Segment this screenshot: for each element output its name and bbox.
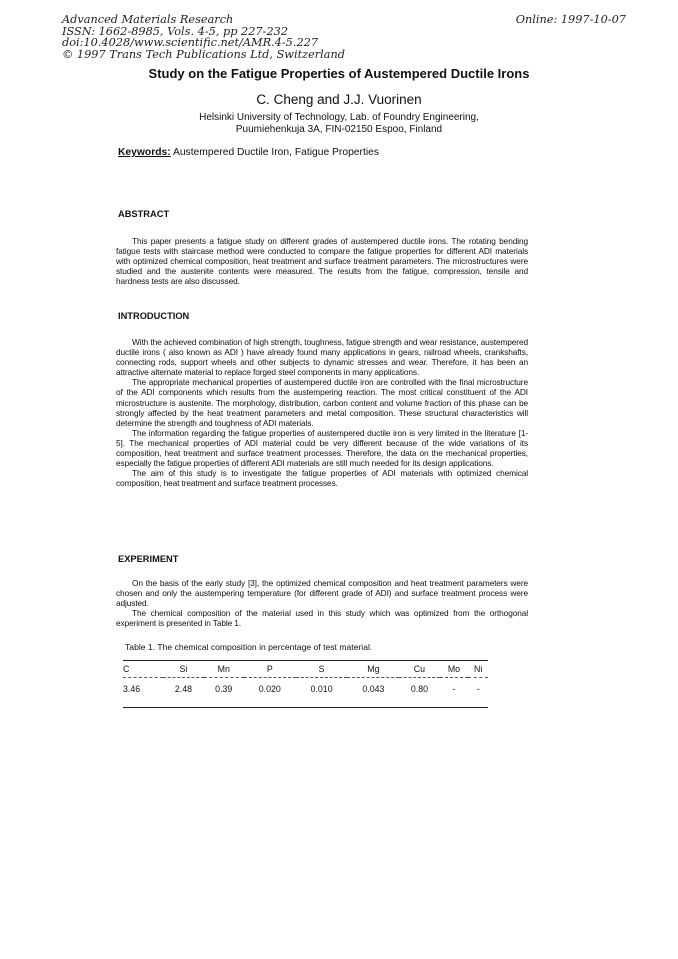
table-cell: 0.020 bbox=[244, 678, 296, 708]
paragraph: On the basis of the early study [3], the optimized chemical composition and heat treatment parameters were chosen and only the austempering temperature (for different grade of ADI) and surface treatment process were adjusted. bbox=[116, 578, 528, 609]
table-cell: - bbox=[440, 678, 469, 708]
affiliation-line: Helsinki University of Technology, Lab. of Foundry Engineering, bbox=[199, 112, 479, 123]
affiliation bbox=[0, 112, 678, 136]
table-caption: Table 1. The chemical composition in percentage of test material. bbox=[125, 642, 373, 652]
table-cell: - bbox=[468, 678, 488, 708]
experiment-heading: EXPERIMENT bbox=[118, 554, 179, 564]
paper-authors: C. Cheng and J.J. Vuorinen bbox=[256, 92, 422, 107]
column-header: P bbox=[244, 661, 296, 678]
table-header-row bbox=[123, 661, 488, 678]
column-header: Mg bbox=[347, 661, 399, 678]
table-cell: 3.46 bbox=[123, 678, 163, 708]
journal-name: Advanced Materials Research bbox=[62, 13, 234, 26]
affiliation-line: Puumiehenkuja 3A, FIN-02150 Espoo, Finland bbox=[235, 124, 443, 135]
paper-title: Study on the Fatigue Properties of Austempered Ductile Irons bbox=[148, 66, 530, 81]
online-date: Online: 1997-10-07 bbox=[515, 13, 626, 26]
column-header: Cu bbox=[399, 661, 439, 678]
copyright-line: © 1997 Trans Tech Publications Ltd, Switzerland bbox=[62, 47, 346, 61]
column-header: Mo bbox=[440, 661, 469, 678]
introduction-heading: INTRODUCTION bbox=[118, 311, 190, 321]
table-cell: 0.010 bbox=[296, 678, 348, 708]
paragraph: With the achieved combination of high strength, toughness, fatigue strength and wear resistance, austempered ductile irons ( also known as ADI ) have already found many applications in gears, railroad wheels, crankshafts, connecting rods, support wheels and other subjects to dynamic stresses and wear. Therefore, it has been an attractive alternate material to replace forged steel components in many applications. bbox=[116, 337, 528, 378]
table-row bbox=[123, 678, 488, 708]
paragraph: This paper presents a fatigue study on different grades of austempered ductile irons. The rotating bending fatigue tests with staircase method were conducted to compare the fatigue properties for different ADI materials with optimized chemical composition, heat treatment and surface treatment parameters. The microstructures were studied and the austenite contents were measured. The results from the fatigue, compression, tensile and hardness tests are also discussed. bbox=[116, 236, 528, 287]
keywords bbox=[118, 147, 379, 158]
paragraph: The aim of this study is to investigate the fatigue properties of ADI materials with optimized chemical composition, heat treatment and surface treatment processes. bbox=[116, 468, 528, 489]
composition-table bbox=[123, 660, 488, 708]
column-header: Mn bbox=[204, 661, 244, 678]
paragraph: The chemical composition of the material used in this study which was optimized from the orthogonal experiment is presented in Table 1. bbox=[116, 608, 528, 629]
introduction-body bbox=[116, 337, 528, 488]
doi-line: doi:10.4028/www.scientific.net/AMR.4-5.227 bbox=[62, 36, 319, 50]
abstract-heading: ABSTRACT bbox=[118, 209, 170, 219]
paragraph: The appropriate mechanical properties of austempered ductile iron are controlled with the final microstructure of the ADI components which results from the austempering reaction. The most critical constituent of the ADI microstructure is austenite. The morphology, distribution, carbon content and volume fraction of this phase can be strongly affected by the heat treatment parameters and metal composition. These structural characteristics will determine the strength and toughness of ADI materials. bbox=[116, 377, 528, 428]
abstract-body bbox=[116, 236, 528, 286]
column-header: Si bbox=[163, 661, 203, 678]
column-header: Ni bbox=[468, 661, 488, 678]
experiment-body bbox=[116, 578, 528, 628]
table-cell: 0.043 bbox=[347, 678, 399, 708]
table-cell: 0.80 bbox=[399, 678, 439, 708]
table-cell: 2.48 bbox=[163, 678, 203, 708]
keywords-text: Austempered Ductile Iron, Fatigue Properties bbox=[172, 147, 379, 158]
table-cell: 0.39 bbox=[204, 678, 244, 708]
paragraph: The information regarding the fatigue properties of austempered ductile iron is very limited in the literature [1-5]. The mechanical properties of ADI material could be very different because of the wide variations of its composition, heat treatment and surface treatment processes. Therefore, the data on the mechanical properties, especially the fatigue properties of different ADI materials are still much needed for its design applications. bbox=[116, 427, 528, 469]
column-header: S bbox=[296, 661, 348, 678]
column-header: C bbox=[123, 661, 163, 678]
journal-meta bbox=[62, 14, 345, 60]
issn-line: ISSN: 1662-8985, Vols. 4-5, pp 227-232 bbox=[62, 24, 289, 38]
keywords-label: Keywords: bbox=[118, 147, 171, 158]
